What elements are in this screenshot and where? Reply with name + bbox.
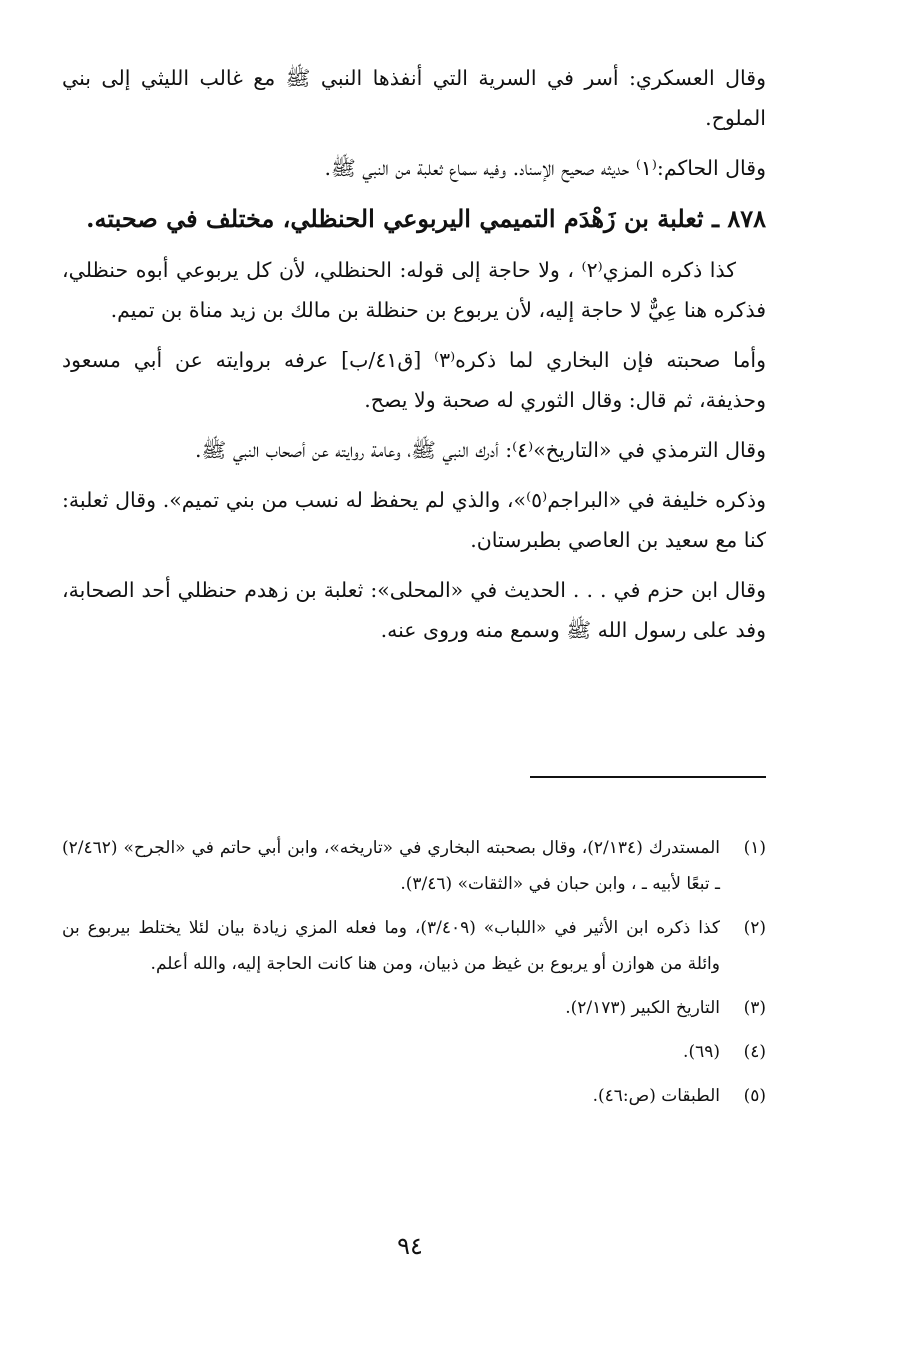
footnote-5 (62, 1078, 766, 1114)
footnote-number: (١) (743, 838, 766, 858)
paragraph-khalifa: وذكره خليفة في «البراجم⁽٥⁾»، والذي لم يحفظ له نسب من بني تميم». وقال ثعلبة: كنا مع سعيد بن العاصي بطبرستان. (62, 488, 767, 552)
footnote-text: التاريخ الكبير (٢/١٧٣). (565, 998, 720, 1018)
entry-heading: ٨٧٨ ـ ثعلبة بن زَهْدَم التميمي اليربوعي الحنظلي، مختلف في صحبته. (86, 204, 766, 233)
footnotes (62, 830, 766, 1122)
footnote-number: (٥) (743, 1086, 766, 1106)
footnote-number: (٣) (743, 998, 766, 1018)
footnote-3 (62, 990, 766, 1026)
paragraph-tirmidhi: وقال الترمذي في «التاريخ»⁽٤⁾: أدرك النبي ﷺ، وعامة روايته عن أصحاب النبي ﷺ. (195, 438, 766, 462)
footnote-4 (62, 1034, 766, 1070)
footnote-2 (62, 910, 766, 982)
footnote-text: كذا ذكره ابن الأثير في «اللباب» (٣/٤٠٩)، وما فعله المزي زيادة بيان لئلا يختلط بيربوع بن وائلة من هوازن أو يربوع بن غيظ من ذبيان، ومن هنا كانت الحاجة إليه، والله أعلم. (62, 918, 720, 974)
paragraph-hakim: وقال الحاكم:⁽١⁾ حديثه صحيح الإسناد. وفيه سماع ثعلبة من النبي ﷺ. (324, 156, 766, 180)
main-text (62, 58, 766, 660)
paragraph-ibn-hazm: وقال ابن حزم في . . . الحديث في «المحلى»: ثعلبة بن زهدم حنظلي أحد الصحابة، وفد على رسول الله ﷺ وسمع منه وروى عنه. (62, 578, 766, 642)
footnote-text: (٦٩). (683, 1042, 720, 1062)
footnote-text: الطبقات (ص:٤٦). (592, 1086, 720, 1106)
footnote-text: المستدرك (٢/١٣٤)، وقال بصحبته البخاري في «تاريخه»، وابن أبي حاتم في «الجرح» (٢/٤٦٢) ـ تبعًا لأبيه ـ ، وابن حبان في «الثقات» (٣/٤٦). (62, 838, 720, 894)
page-number: ٩٤ (397, 1232, 423, 1260)
footnote-divider (530, 776, 766, 778)
paragraph-bukhari: وأما صحبته فإن البخاري لما ذكره⁽٣⁾ [ق٤١/ب] عرفه بروايته عن أبي مسعود وحذيفة، ثم قال: وقال الثوري له صحبة ولا يصح. (62, 348, 766, 412)
footnote-1 (62, 830, 766, 902)
paragraph-askari: وقال العسكري: أسر في السرية التي أنفذها النبي ﷺ مع غالب الليثي إلى بني الملوح. (62, 66, 766, 130)
footnote-number: (٤) (743, 1042, 766, 1062)
paragraph-mizzi: كذا ذكره المزي⁽٢⁾ ، ولا حاجة إلى قوله: الحنظلي، لأن كل يربوعي أبوه حنظلي، فذكره هنا عِيٌّ لا حاجة إليه، لأن يربوع بن حنظلة بن مالك بن زيد مناة بن تميم. (62, 258, 766, 322)
footnote-number: (٢) (743, 918, 766, 938)
